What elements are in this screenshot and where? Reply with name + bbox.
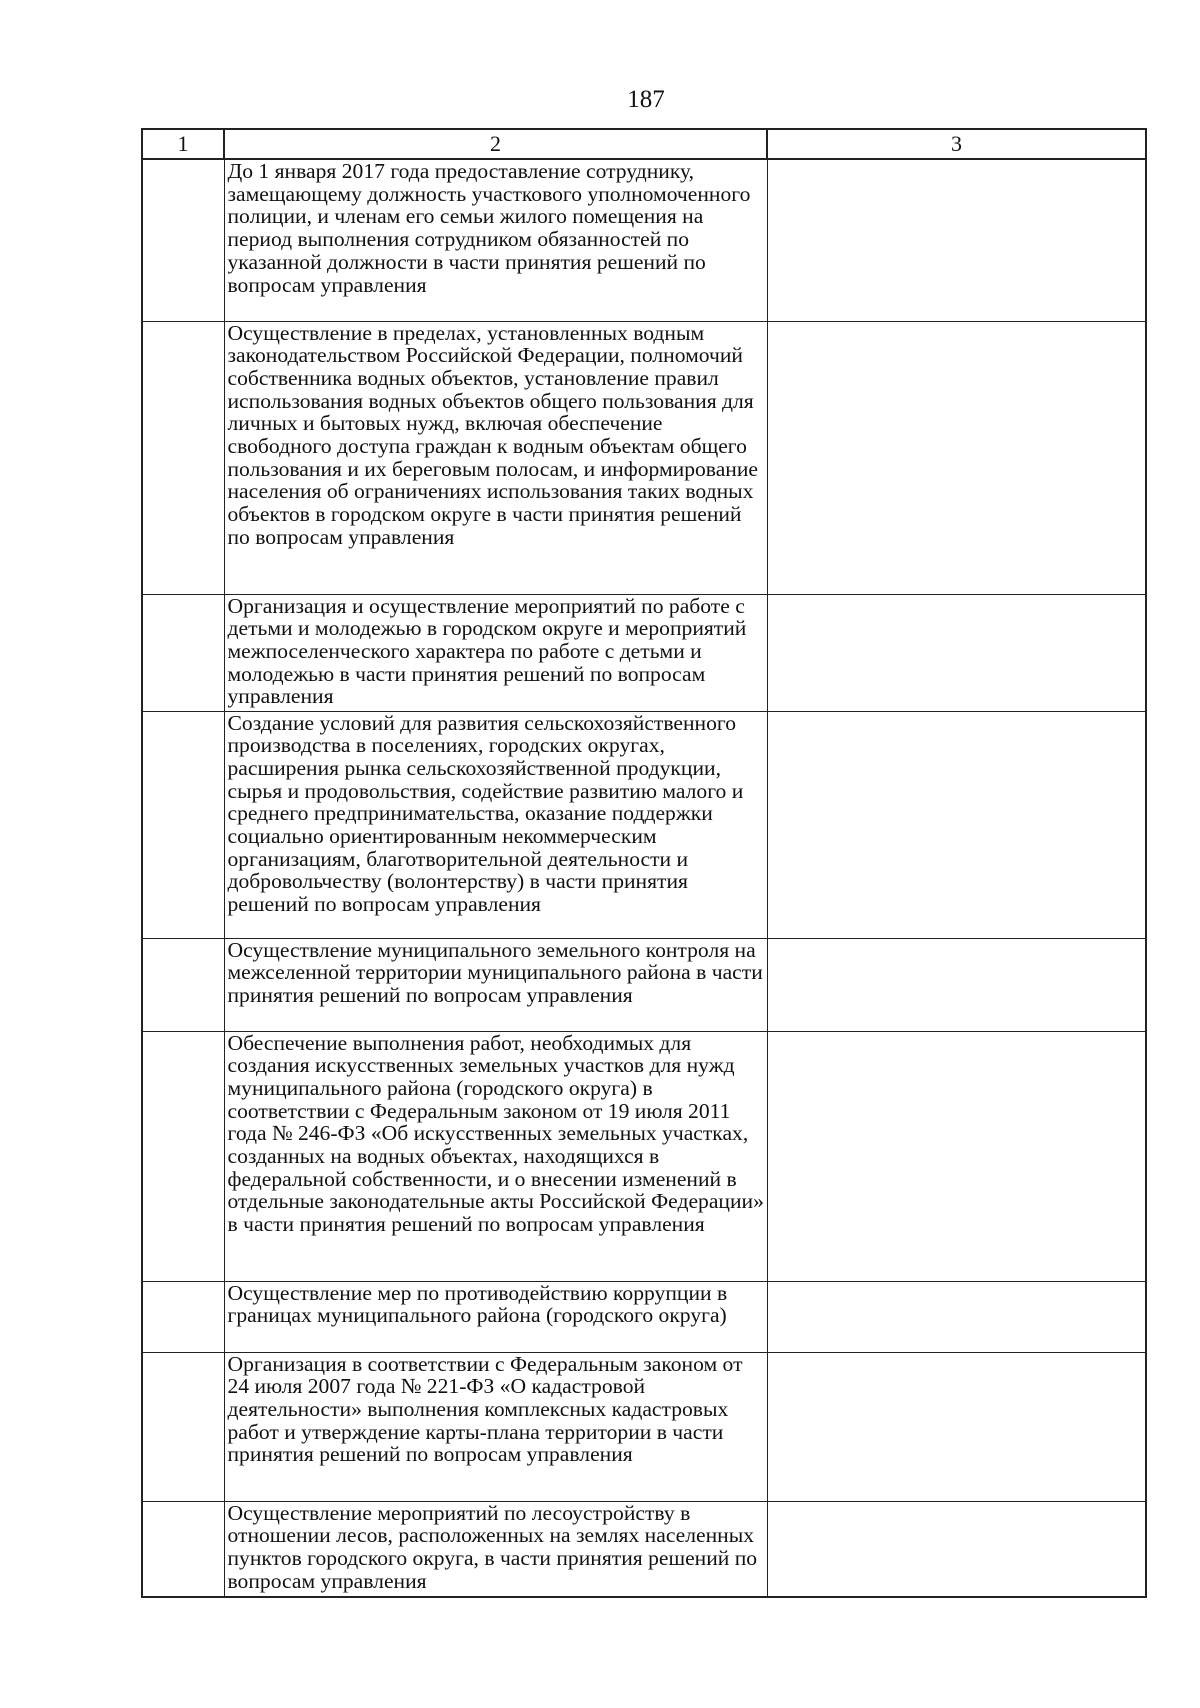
page-number: 187 — [627, 86, 665, 113]
powers-table — [141, 128, 1147, 1598]
table-row — [142, 711, 1146, 938]
power-description-cell: Осуществление в пределах, установленных водным законодательством Российской Федерации, полномочий собственника водных объектов, установление правил использования водных объектов общего пользования для личных и бытовых нужд, включая обеспечение свободного доступа граждан к водным объектам общего пользования и их береговым полосам, и информирование населения об ограничениях использования таких водных объектов в городском округе в части принятия решений по вопросам управления — [224, 321, 767, 594]
power-description-cell: Осуществление мероприятий по лесоустройству в отношении лесов, расположенных на землях населенных пунктов городского округа, в части принятия решений по вопросам управления — [224, 1501, 767, 1597]
power-description-cell: Осуществление мер по противодействию коррупции в границах муниципального района (городского округа) — [224, 1281, 767, 1352]
row-number-cell — [142, 1031, 224, 1281]
row-number-cell — [142, 594, 224, 711]
row-number-cell — [142, 1352, 224, 1501]
table-row — [142, 1501, 1146, 1597]
table-row — [142, 321, 1146, 594]
row-number-cell — [142, 1501, 224, 1597]
row-number-cell — [142, 159, 224, 321]
power-description-cell: Осуществление муниципального земельного контроля на межселенной территории муниципального района в части принятия решений по вопросам управления — [224, 938, 767, 1031]
column-header-3: 3 — [767, 129, 1146, 159]
notes-cell — [767, 711, 1146, 938]
row-number-cell — [142, 1281, 224, 1352]
table-row — [142, 1281, 1146, 1352]
power-description-cell: Обеспечение выполнения работ, необходимых для создания искусственных земельных участков для нужд муниципального района (городского округа) в соответствии с Федеральным законом от 19 июля 2011 года № 246-ФЗ «Об искусственных земельных участках, созданных на водных объектах, находящихся в федеральной собственности, и о внесении изменений в отдельные законодательные акты Российской Федерации» в части принятия решений по вопросам управления — [224, 1031, 767, 1281]
column-header-1: 1 — [142, 129, 224, 159]
notes-cell — [767, 1501, 1146, 1597]
power-description-cell: Создание условий для развития сельскохозяйственного производства в поселениях, городских округах, расширения рынка сельскохозяйственной продукции, сырья и продовольствия, содействие развитию малого и среднего предпринимательства, оказание поддержки социально ориентированным некоммерческим организациям, благотворительной деятельности и добровольчеству (волонтерству) в части принятия решений по вопросам управления — [224, 711, 767, 938]
table-row — [142, 159, 1146, 321]
power-description-cell: До 1 января 2017 года предоставление сотруднику, замещающему должность участкового уполномоченного полиции, и членам его семьи жилого помещения на период выполнения сотрудником обязанностей по указанной должности в части принятия решений по вопросам управления — [224, 159, 767, 321]
table-row — [142, 938, 1146, 1031]
row-number-cell — [142, 321, 224, 594]
notes-cell — [767, 1281, 1146, 1352]
row-number-cell — [142, 938, 224, 1031]
row-number-cell — [142, 711, 224, 938]
notes-cell — [767, 938, 1146, 1031]
power-description-cell: Организация в соответствии с Федеральным законом от 24 июля 2007 года № 221-ФЗ «О кадастровой деятельности» выполнения комплексных кадастровых работ и утверждение карты-плана территории в части принятия решений по вопросам управления — [224, 1352, 767, 1501]
table-row — [142, 1352, 1146, 1501]
notes-cell — [767, 1352, 1146, 1501]
table-row — [142, 1031, 1146, 1281]
notes-cell — [767, 1031, 1146, 1281]
notes-cell — [767, 321, 1146, 594]
power-description-cell: Организация и осуществление мероприятий по работе с детьми и молодежью в городском округе и мероприятий межпоселенческого характера по работе с детьми и молодежью в части принятия решений по вопросам управления — [224, 594, 767, 711]
notes-cell — [767, 159, 1146, 321]
table-header-row — [142, 129, 1146, 159]
notes-cell — [767, 594, 1146, 711]
table-row — [142, 594, 1146, 711]
column-header-2: 2 — [224, 129, 767, 159]
